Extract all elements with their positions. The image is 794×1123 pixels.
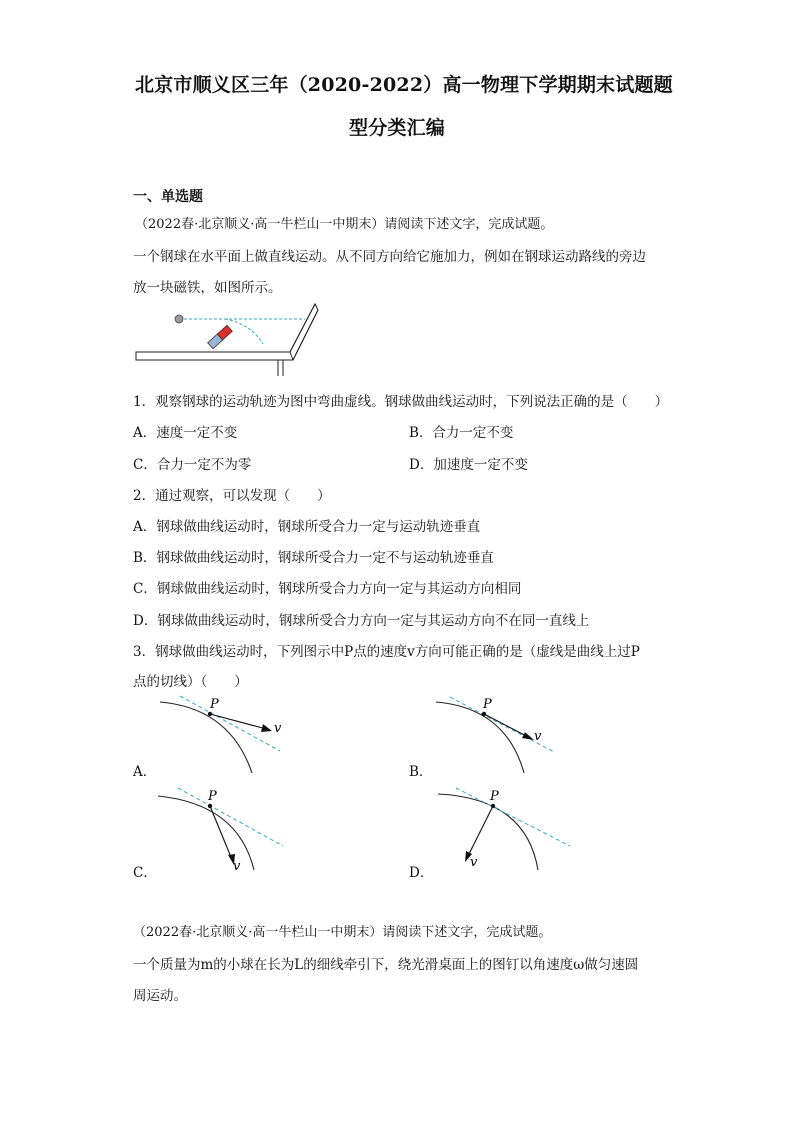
- label-p-d: P: [490, 789, 499, 804]
- magnet-icon: [208, 325, 233, 348]
- q2-option-d: D．钢球做曲线运动时，钢球所受合力方向一定与其运动方向不在同一直线上: [133, 613, 590, 629]
- label-v-c: v: [233, 859, 241, 874]
- q1-option-d: D．加速度一定不变: [409, 457, 528, 473]
- q3-option-b-label: B．: [409, 764, 433, 780]
- q3-option-c-label: C．: [133, 865, 157, 881]
- q3-figure-b: [436, 696, 576, 776]
- q2-option-c: C．钢球做曲线运动时，钢球所受合力方向一定与其运动方向相同: [133, 581, 522, 597]
- section-heading: 一、单选题: [133, 189, 203, 205]
- page-title-line1: 北京市顺义区三年（2020-2022）高一物理下学期期末试题题: [135, 74, 673, 96]
- label-v-a: v: [274, 721, 282, 736]
- q1-option-c: C．合力一定不为零: [133, 457, 252, 473]
- table-magnet-figure: [133, 302, 333, 382]
- intro-line-1: 一个钢球在水平面上做直线运动。从不同方向给它施加力，例如在钢球运动路线的旁边: [133, 249, 646, 265]
- q3-figure-c: [158, 788, 298, 873]
- label-v-b: v: [534, 729, 542, 744]
- q2-option-a: A．钢球做曲线运动时，钢球所受合力一定与运动轨迹垂直: [133, 519, 481, 535]
- steel-ball: [175, 315, 183, 323]
- intro2-line-2: 周运动。: [133, 988, 187, 1004]
- source-note-2: （2022春·北京顺义·高一牛栏山一中期末）请阅读下述文字，完成试题。: [133, 925, 552, 940]
- q3-figure-a: [160, 696, 300, 776]
- intro-line-2: 放一块磁铁，如图所示。: [133, 280, 282, 296]
- label-p-b: P: [483, 697, 492, 712]
- label-p-a: P: [210, 697, 219, 712]
- q1-option-b: B．合力一定不变: [409, 425, 514, 441]
- q3-option-d-label: D．: [409, 865, 434, 881]
- q1-stem: 1．观察钢球的运动轨迹为图中弯曲虚线。钢球做曲线运动时，下列说法正确的是（ ）: [133, 394, 669, 410]
- source-note-1: （2022春·北京顺义·高一牛栏山一中期末）请阅读下述文字，完成试题。: [135, 217, 554, 232]
- label-p-c: P: [208, 789, 217, 804]
- q3-option-a-label: A．: [133, 764, 157, 780]
- q2-stem: 2．通过观察，可以发现（ ）: [133, 488, 331, 504]
- q3-stem-line2: 点的切线）（ ）: [133, 674, 248, 690]
- label-v-d: v: [470, 855, 478, 870]
- q3-figure-d: [438, 788, 578, 873]
- q1-option-a: A．速度一定不变: [133, 425, 238, 441]
- q3-stem-line1: 3．钢球做曲线运动时，下列图示中P点的速度v方向可能正确的是（虚线是曲线上过P: [133, 644, 640, 660]
- intro2-line-1: 一个质量为m的小球在长为L的细线牵引下，绕光滑桌面上的图钉以角速度ω做匀速圆: [133, 957, 639, 973]
- q2-option-b: B．钢球做曲线运动时，钢球所受合力一定不与运动轨迹垂直: [133, 550, 494, 566]
- page-title-line2: 型分类汇编: [349, 117, 446, 139]
